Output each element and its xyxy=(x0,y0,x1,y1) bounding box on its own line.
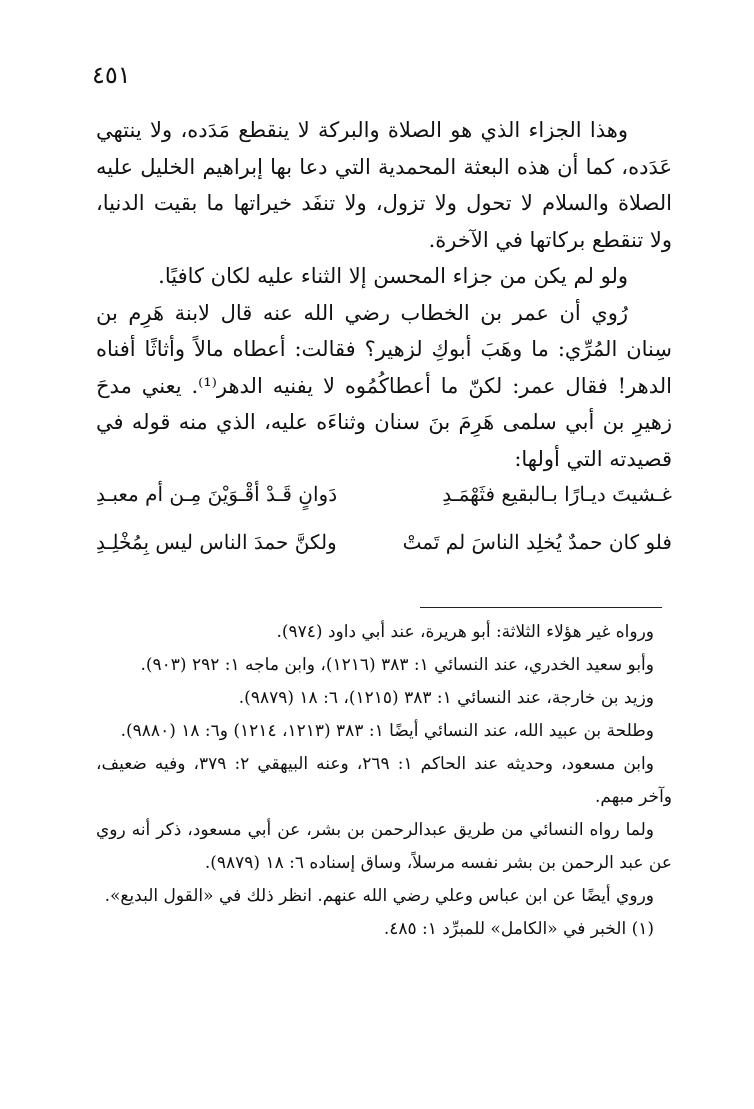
paragraph-umar-story: رُوي أن عمر بن الخطاب رضي الله عنه قال لابنة هَرِم بن سِنان المُرِّي: ما وهَبَ أبوكِ لزهير؟ فقالت: أعطاه مالاً وأثاثًا أفناه الدهر! فقال عمر: لكنّ ما أعطاكُمُوه لا يفنيه الدهر⁽¹⁾. يعني مدحَ زهيرِ بن أبي سلمى هَرِمَ بنَ سنان وثناءَه عليه، الذي منه قوله في قصيدته التي أولها: xyxy=(96,300,673,471)
footnote-line: ولما رواه النسائي من طريق عبدالرحمن بن بشر، عن أبي مسعود، ذكر أنه روي عن عبد الرحمن بن بشر نفسه مرسلاً، وساق إسناده ٦: ١٨ (٩٨٧٩). xyxy=(96,820,672,873)
main-text xyxy=(96,112,672,477)
poem-second-hemistich: دَوانٍ قَـدْ أقْـوَيْنَ مِـن أم معبـدِ xyxy=(96,482,338,506)
footnote-line: وأبو سعيد الخدري، عند النسائي ١: ٣٨٣ (١٢١٦)، وابن ماجه ١: ٢٩٢ (٩٠٣). xyxy=(140,655,654,675)
paragraph-reward: وهذا الجزاء الذي هو الصلاة والبركة لا ينقطع مَدَده، ولا ينتهي عَدَده، كما أن هذه البعثة المحمدية التي دعا بها إبراهيم الخليل عليه الصلاة والسلام لا تحول ولا تزول، ولا تنفَد خيراتها ما بقيت الدنيا، ولا تنقطع بركاتها في الآخرة. xyxy=(96,118,672,252)
footnote-line: وروي أيضًا عن ابن عباس وعلي رضي الله عنهم. انظر ذلك في «القول البديع». xyxy=(104,886,654,906)
paragraph-praise: ولو لم يكن من جزاء المحسن إلا الثناء عليه لكان كافيًا. xyxy=(158,264,628,288)
footnote-line: ورواه غير هؤلاء الثلاثة: أبو هريرة، عند أبي داود (٩٧٤). xyxy=(276,622,654,642)
page-number: ٤٥١ xyxy=(92,61,131,89)
footnote-line: وابن مسعود، وحديثه عند الحاكم ١: ٢٦٩، وعنه البيهقي ٢: ٣٧٩، وفيه ضعيف، وآخر مبهم. xyxy=(96,754,672,807)
footnote-line: وزيد بن خارجة، عند النسائي ١: ٣٨٣ (١٢١٥)، ٦: ١٨ (٩٨٧٩). xyxy=(238,688,654,708)
footnote-line: (١) الخبر في «الكامل» للمبرِّد ١: ٤٨٥. xyxy=(383,919,654,939)
poem-verse xyxy=(96,518,672,566)
footnote-line: وطلحة بن عبيد الله، عند النسائي أيضًا ١: ٣٨٣ (١٢١٣، ١٢١٤) و٦: ١٨ (٩٨٨٠). xyxy=(120,721,654,741)
footnotes xyxy=(96,616,672,946)
poem-second-hemistich: ولكنَّ حمدَ الناس ليس بِمُخْلِـدِ xyxy=(96,530,337,554)
poem-first-hemistich: غـشيتَ ديـارًا بـالبقيع فثَهْمَـدِ xyxy=(442,482,672,506)
poem-first-hemistich: فلو كان حمدٌ يُخلِد الناسَ لم تَمتْ xyxy=(402,530,672,554)
poem xyxy=(96,470,672,566)
footnote-divider xyxy=(420,607,662,608)
poem-verse xyxy=(96,470,672,518)
